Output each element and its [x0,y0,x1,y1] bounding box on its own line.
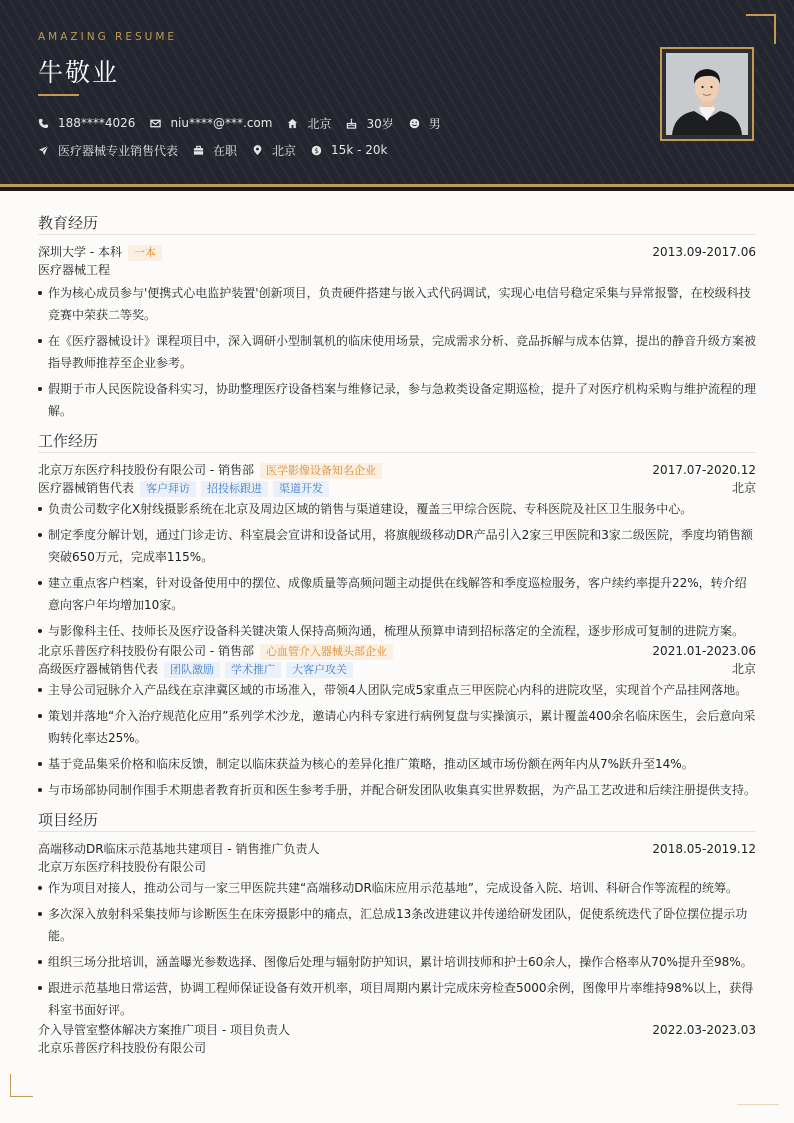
age-text: 30岁 [366,116,394,131]
name-underline [38,94,79,96]
project-company-line [38,1039,756,1057]
project-header [38,1021,756,1039]
company-tag: 心血管介入器械头部企业 [260,644,393,660]
school-name: 深圳大学 - 本科 [38,245,122,259]
phone-icon [38,118,49,129]
skill-tag: 学术推广 [225,662,281,678]
list-item: 与影像科主任、技师长及医疗设备科关键决策人保持高频沟通，梳理从预算申请到招标落定的全流程，逐步形成可复制的进院方案。 [38,620,756,642]
section-title-projects: 项目经历 [38,811,99,829]
project-name: 高端移动DR临床示范基地共建项目 - 销售推广负责人 [38,842,320,856]
money-icon [311,145,322,156]
list-item: 作为核心成员参与'便携式心电监护装置'创新项目，负责硬件搭建与嵌入式代码调试，实现心电信号稳定采集与异常报警，在校级科技竞赛中荣获二等奖。 [38,282,756,326]
corner-decoration [746,14,776,44]
status-info [193,142,237,159]
list-item: 多次深入放射科采集技师与诊断医生在床旁摄影中的痛点，汇总成13条改进建议并传递给研发团队，促使系统迭代了卧位摆位提示功能。 [38,903,756,947]
resume-header [0,0,794,187]
phone-info [38,116,135,130]
city-text: 北京 [272,143,297,158]
project-date: 2018.05-2019.12 [652,842,756,856]
project-bullets [38,877,756,1021]
list-item: 制定季度分解计划，通过门诊走访、科室晨会宣讲和设备试用，将旗舰级移动DR产品引入2家三甲医院和3家二级医院，季度均销售额突破650万元，完成率115%。 [38,524,756,568]
resume-content [38,200,756,1057]
job-date: 2017.07-2020.12 [652,463,756,477]
company-name: 北京万东医疗科技股份有限公司 - 销售部 [38,463,254,477]
skill-tag: 客户拜访 [140,481,196,497]
role-line [38,479,329,497]
project-name: 介入导管室整体解决方案推广项目 - 项目负责人 [38,1023,290,1037]
salary-info [311,143,387,157]
hometown-info [287,115,331,132]
list-item: 策划并落地“介入治疗规范化应用”系列学术沙龙，邀请心内科专家进行病例复盘与实操演示，累计覆盖400余名临床医生，会后意向采购转化率达25%。 [38,705,756,749]
salary-text: 15k - 20k [331,143,388,157]
header-bottom-band [0,187,794,191]
section-divider [38,831,756,832]
job-bullets [38,679,756,801]
project-company-line [38,858,756,876]
mail-icon [150,118,161,129]
school-line [38,243,162,261]
email-info [150,116,272,130]
major-name: 医疗器械工程 [38,263,111,277]
section-divider [38,452,756,453]
list-item: 建立重点客户档案，针对设备使用中的摆位、成像质量等高频问题主动提供在线解答和季度巡检服务，客户续约率提升22%，转介绍意向客户年均增加10家。 [38,572,756,616]
avatar [666,53,748,135]
job-role-line [38,479,756,497]
profile-photo [660,47,754,141]
contact-row [38,114,456,132]
skill-tag: 渠道开发 [273,481,329,497]
company-tag: 医学影像设备知名企业 [260,463,382,479]
email-text: niu****@***.com [170,116,273,130]
position-text: 医疗器械专业销售代表 [58,143,179,158]
list-item: 与市场部协同制作围手术期患者教育折页和医生参考手册，并配合研发团队收集真实世界数据，为产品工艺改进和后续注册提供支持。 [38,779,756,801]
education-header [38,243,756,261]
job-header [38,461,756,479]
gender-info [409,115,441,132]
age-info [346,115,393,132]
intent-row [38,141,402,159]
project-date: 2022.03-2023.03 [652,1023,756,1037]
job-location: 北京 [731,662,756,676]
candidate-name: 牛敬业 [38,58,120,87]
list-item: 基于竞品集采价格和临床反馈，制定以临床获益为核心的差异化推广策略，推动区域市场份额在两年内从7%跃升至14%。 [38,753,756,775]
position-info [38,142,178,159]
skill-tag: 大客户攻关 [286,662,353,678]
list-item: 跟进示范基地日常运营，协调工程师保证设备有效开机率，项目周期内累计完成床旁检查5000余例，图像甲片率维持98%以上，获得科室书面好评。 [38,977,756,1021]
education-bullets [38,282,756,422]
company-name: 北京乐普医疗科技股份有限公司 - 销售部 [38,644,254,658]
smile-icon [409,118,420,129]
project-company: 北京万东医疗科技股份有限公司 [38,860,207,874]
brand-label: AMAZING RESUME [38,31,178,43]
list-item: 假期于市人民医院设备科实习，协助整理医疗设备档案与维修记录，参与急救类设备定期巡检，提升了对医疗机构采购与维护流程的理解。 [38,378,756,422]
svg-text:$: $ [314,146,319,155]
list-item: 作为项目对接人，推动公司与一家三甲医院共建“高端移动DR临床应用示范基地”，完成设备入院、培训、科研合作等流程的统筹。 [38,877,756,899]
list-item: 在《医疗器械设计》课程项目中，深入调研小型制氧机的临床使用场景，完成需求分析、竞品拆解与成本估算，提出的静音升级方案被指导教师推荐至企业参考。 [38,330,756,374]
list-item: 组织三场分批培训，涵盖曝光参数选择、图像后处理与辐射防护知识，累计培训技师和护士60余人，操作合格率从70%提升至98%。 [38,951,756,973]
project-header [38,840,756,858]
gender-text: 男 [428,116,441,131]
hometown-text: 北京 [307,116,332,131]
company-line [38,461,382,479]
corner-decoration [10,1074,33,1097]
role-name: 医疗器械销售代表 [38,481,135,495]
school-tier-tag: 一本 [128,245,162,261]
education-date: 2013.09-2017.06 [652,245,756,259]
skill-tag: 招投标跟进 [201,481,268,497]
project-company: 北京乐普医疗科技股份有限公司 [38,1041,207,1055]
role-line [38,660,353,678]
list-item: 主导公司冠脉介入产品线在京津冀区域的市场准入，带领4人团队完成5家重点三甲医院心内科的进院攻坚，实现首个产品挂网落地。 [38,679,756,701]
company-line [38,642,393,660]
list-item: 负责公司数字化X射线摄影系统在北京及周边区域的销售与渠道建设，覆盖三甲综合医院、专科医院及社区卫生服务中心。 [38,498,756,520]
cake-icon [346,118,357,129]
location-pin-icon [252,145,263,156]
portrait-image [666,53,748,135]
status-text: 在职 [213,143,238,158]
phone-text: 188****4026 [58,116,136,130]
city-info [252,142,296,159]
job-role-line [38,660,756,678]
footer-decoration-line [737,1104,779,1105]
home-icon [287,118,298,129]
section-title-work: 工作经历 [38,432,99,450]
job-bullets [38,498,756,642]
section-divider [38,234,756,235]
skill-tag: 团队激励 [164,662,220,678]
job-location: 北京 [731,481,756,495]
major-line [38,261,756,279]
job-header [38,642,756,660]
briefcase-icon [193,145,204,156]
section-title-education: 教育经历 [38,214,99,232]
role-name: 高级医疗器械销售代表 [38,662,159,676]
job-date: 2021.01-2023.06 [652,644,756,658]
send-icon [38,145,49,156]
